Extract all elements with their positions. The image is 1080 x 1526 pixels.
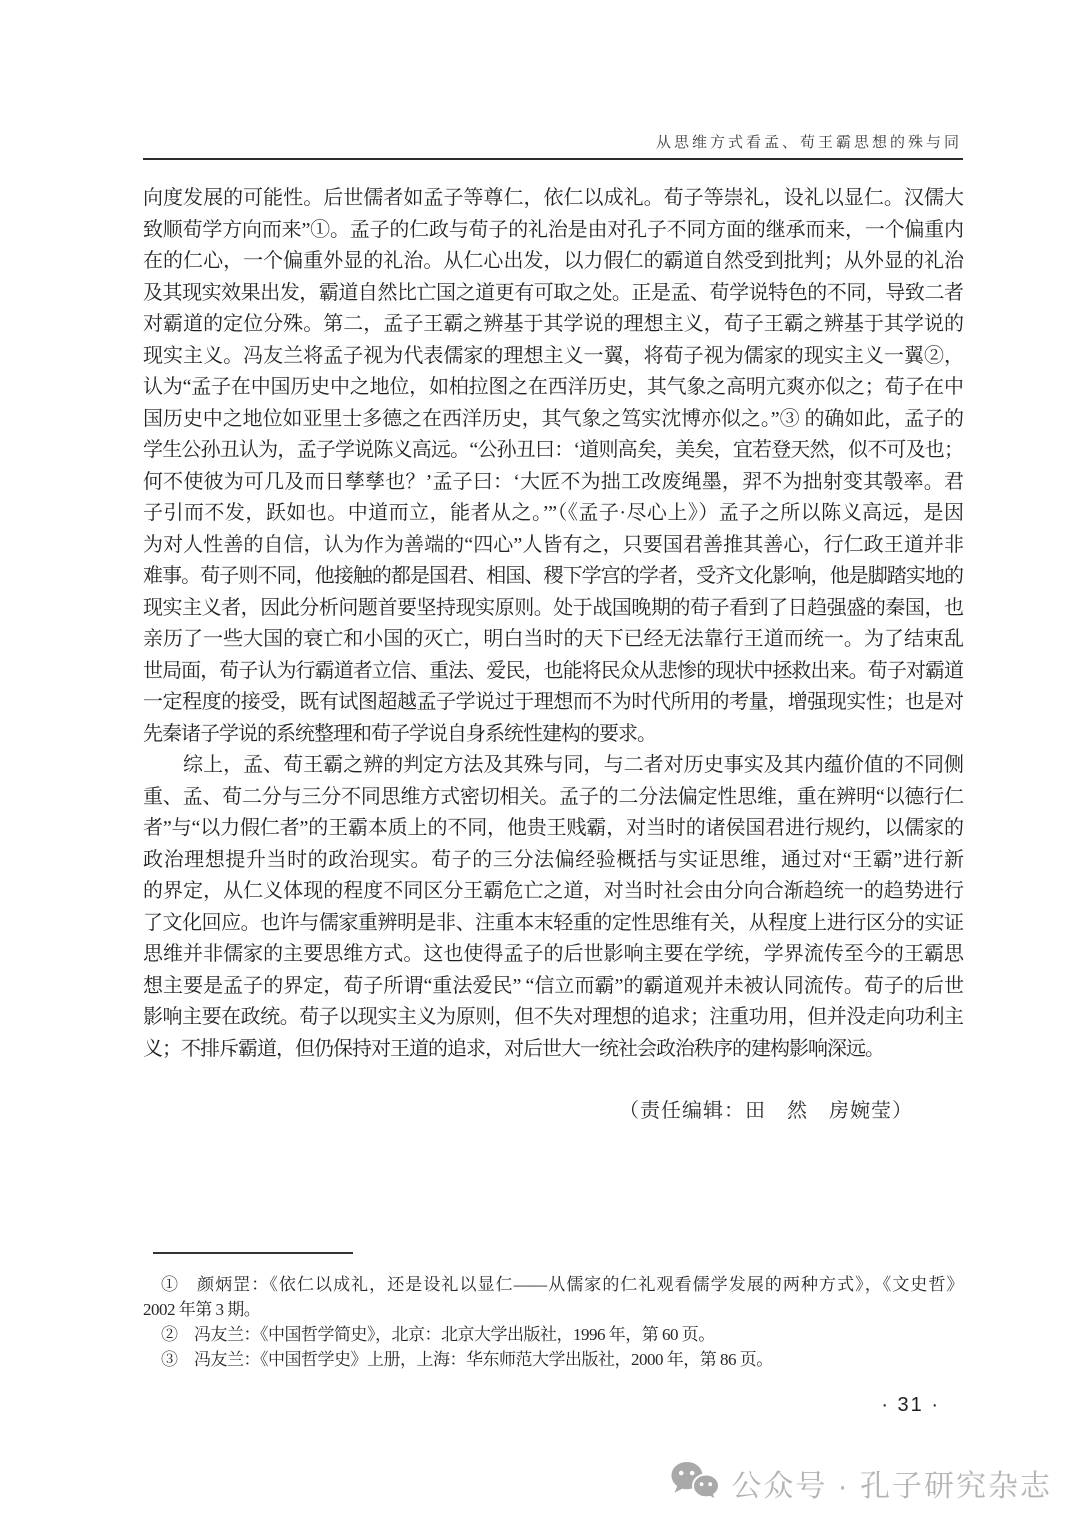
footnote-2: ② 冯友兰：《中国哲学简史》，北京：北京大学出版社，1996 年，第 60 页。 [161, 1325, 715, 1344]
article-body [143, 183, 963, 1065]
text-line: 综上，孟、荀王霸之辨的判定方法及其殊与同，与二者对历史事实及其内蕴价值的不同侧 [143, 754, 963, 776]
text-line: 国历史中之地位如亚里士多德之在西洋历史，其气象之笃实沈博亦似之。”③ 的确如此，孟子的 [143, 407, 963, 430]
text-line: 世局面，荀子认为行霸道者立信、重法、爱民，也能将民众从悲惨的现状中拯救出来。荀子对霸道 [143, 659, 963, 682]
paragraph-1 [143, 183, 963, 750]
text-line: 学生公孙丑认为，孟子学说陈义高远。“公孙丑曰：‘道则高矣，美矣，宜若登天然，似不可及也； [143, 439, 963, 461]
text-line: 为对人性善的自信，认为作为善端的“四心”人皆有之，只要国君善推其善心，行仁政王道并非 [143, 533, 963, 556]
running-title: 从思维方式看孟、荀王霸思想的殊与同 [655, 135, 962, 151]
text-line: 了文化回应。也许与儒家重辨明是非、注重本末轻重的定性思维有关，从程度上进行区分的实证 [143, 911, 963, 934]
text-line: 难事。荀子则不同，他接触的都是国君、相国、稷下学宫的学者，受齐文化影响，他是脚踏实地的 [143, 565, 963, 587]
text-line: 的界定，从仁义体现的程度不同区分王霸危亡之道，对当时社会由分向合渐趋统一的趋势进行 [143, 880, 963, 902]
page-number: · 31 · [881, 1394, 940, 1416]
footnote-3: ③ 冯友兰：《中国哲学史》上册，上海：华东师范大学出版社，2000 年，第 86 页。 [161, 1350, 773, 1369]
text-line: 及其现实效果出发，霸道自然比亡国之道更有可取之处。正是孟、荀学说特色的不同，导致二者 [143, 281, 963, 304]
text-line: 先秦诸子学说的系统整理和荀子学说自身系统性建构的要求。 [143, 722, 656, 745]
text-line: 者”与“以力假仁者”的王霸本质上的不同，他贵王贱霸，对当时的诸侯国君进行规约，以儒家的 [143, 817, 963, 839]
text-line: 政治理想提升当时的政治现实。荀子的三分法偏经验概括与实证思维，通过对“王霸”进行新 [143, 848, 963, 871]
text-line: 义；不排斥霸道，但仍保持对王道的追求，对后世大一统社会政治秩序的建构影响深远。 [143, 1037, 884, 1060]
text-line: 想主要是孟子的界定，荀子所谓“重法爱民” “信立而霸”的霸道观并未被认同流传。荀子的后世 [143, 974, 963, 997]
footnote-1-line-2: 2002 年第 3 期。 [143, 1300, 261, 1319]
text-line: 思维并非儒家的主要思维方式。这也使得孟子的后世影响主要在学统，学界流传至今的王霸思 [143, 943, 963, 965]
footnote-1-line-1: ① 颜炳罡：《依仁以成礼，还是设礼以显仁——从儒家的仁礼观看儒学发展的两种方式》，《文史哲》 [161, 1275, 963, 1294]
paragraph-2 [143, 750, 963, 1065]
text-line: 亲历了一些大国的衰亡和小国的灭亡，明白当时的天下已经无法靠行王道而统一。为了结束乱 [143, 628, 963, 650]
editor-note: （责任编辑：田 然 房婉莹） [619, 1100, 913, 1122]
header-rule [143, 158, 963, 160]
text-line: 向度发展的可能性。后世儒者如孟子等尊仁，依仁以成礼。荀子等崇礼，设礼以显仁。汉儒大 [143, 187, 963, 209]
footnote-separator [153, 1252, 353, 1254]
wechat-icon [669, 1460, 721, 1506]
text-line: 子引而不发，跃如也。中道而立，能者从之。’”（《孟子·尽心上》）孟子之所以陈义高远，是因 [143, 502, 963, 524]
footnotes [143, 1272, 963, 1372]
text-line: 一定程度的接受，既有试图超越孟子学说过于理想而不为时代所用的考量，增强现实性；也是对 [143, 691, 963, 713]
text-line: 对霸道的定位分殊。第二，孟子王霸之辨基于其学说的理想主义，荀子王霸之辨基于其学说的 [143, 313, 963, 335]
watermark-text: 公众号 · 孔子研究杂志 [731, 1470, 1052, 1503]
text-line: 认为“孟子在中国历史中之地位，如柏拉图之在西洋历史，其气象之高明亢爽亦似之；荀子在中 [143, 376, 963, 398]
watermark [669, 1460, 1052, 1506]
text-line: 现实主义。冯友兰将孟子视为代表儒家的理想主义一翼，将荀子视为儒家的现实主义一翼②， [143, 344, 963, 367]
text-line: 影响主要在政统。荀子以现实主义为原则，但不失对理想的追求；注重功用，但并没走向功利主 [143, 1006, 963, 1028]
text-line: 何不使彼为可几及而日孳孳也？’孟子曰：‘大匠不为拙工改废绳墨，羿不为拙射变其彀率。君 [143, 470, 963, 493]
text-line: 在的仁心，一个偏重外显的礼治。从仁心出发，以力假仁的霸道自然受到批判；从外显的礼治 [143, 250, 963, 272]
text-line: 现实主义者，因此分析问题首要坚持现实原则。处于战国晚期的荀子看到了日趋强盛的秦国，也 [143, 596, 963, 619]
text-line: 重、孟、荀二分与三分不同思维方式密切相关。孟子的二分法偏定性思维，重在辨明“以德行仁 [143, 785, 963, 808]
text-line: 致顺荀学方向而来”①。孟子的仁政与荀子的礼治是由对孔子不同方面的继承而来，一个偏重内 [143, 218, 963, 241]
